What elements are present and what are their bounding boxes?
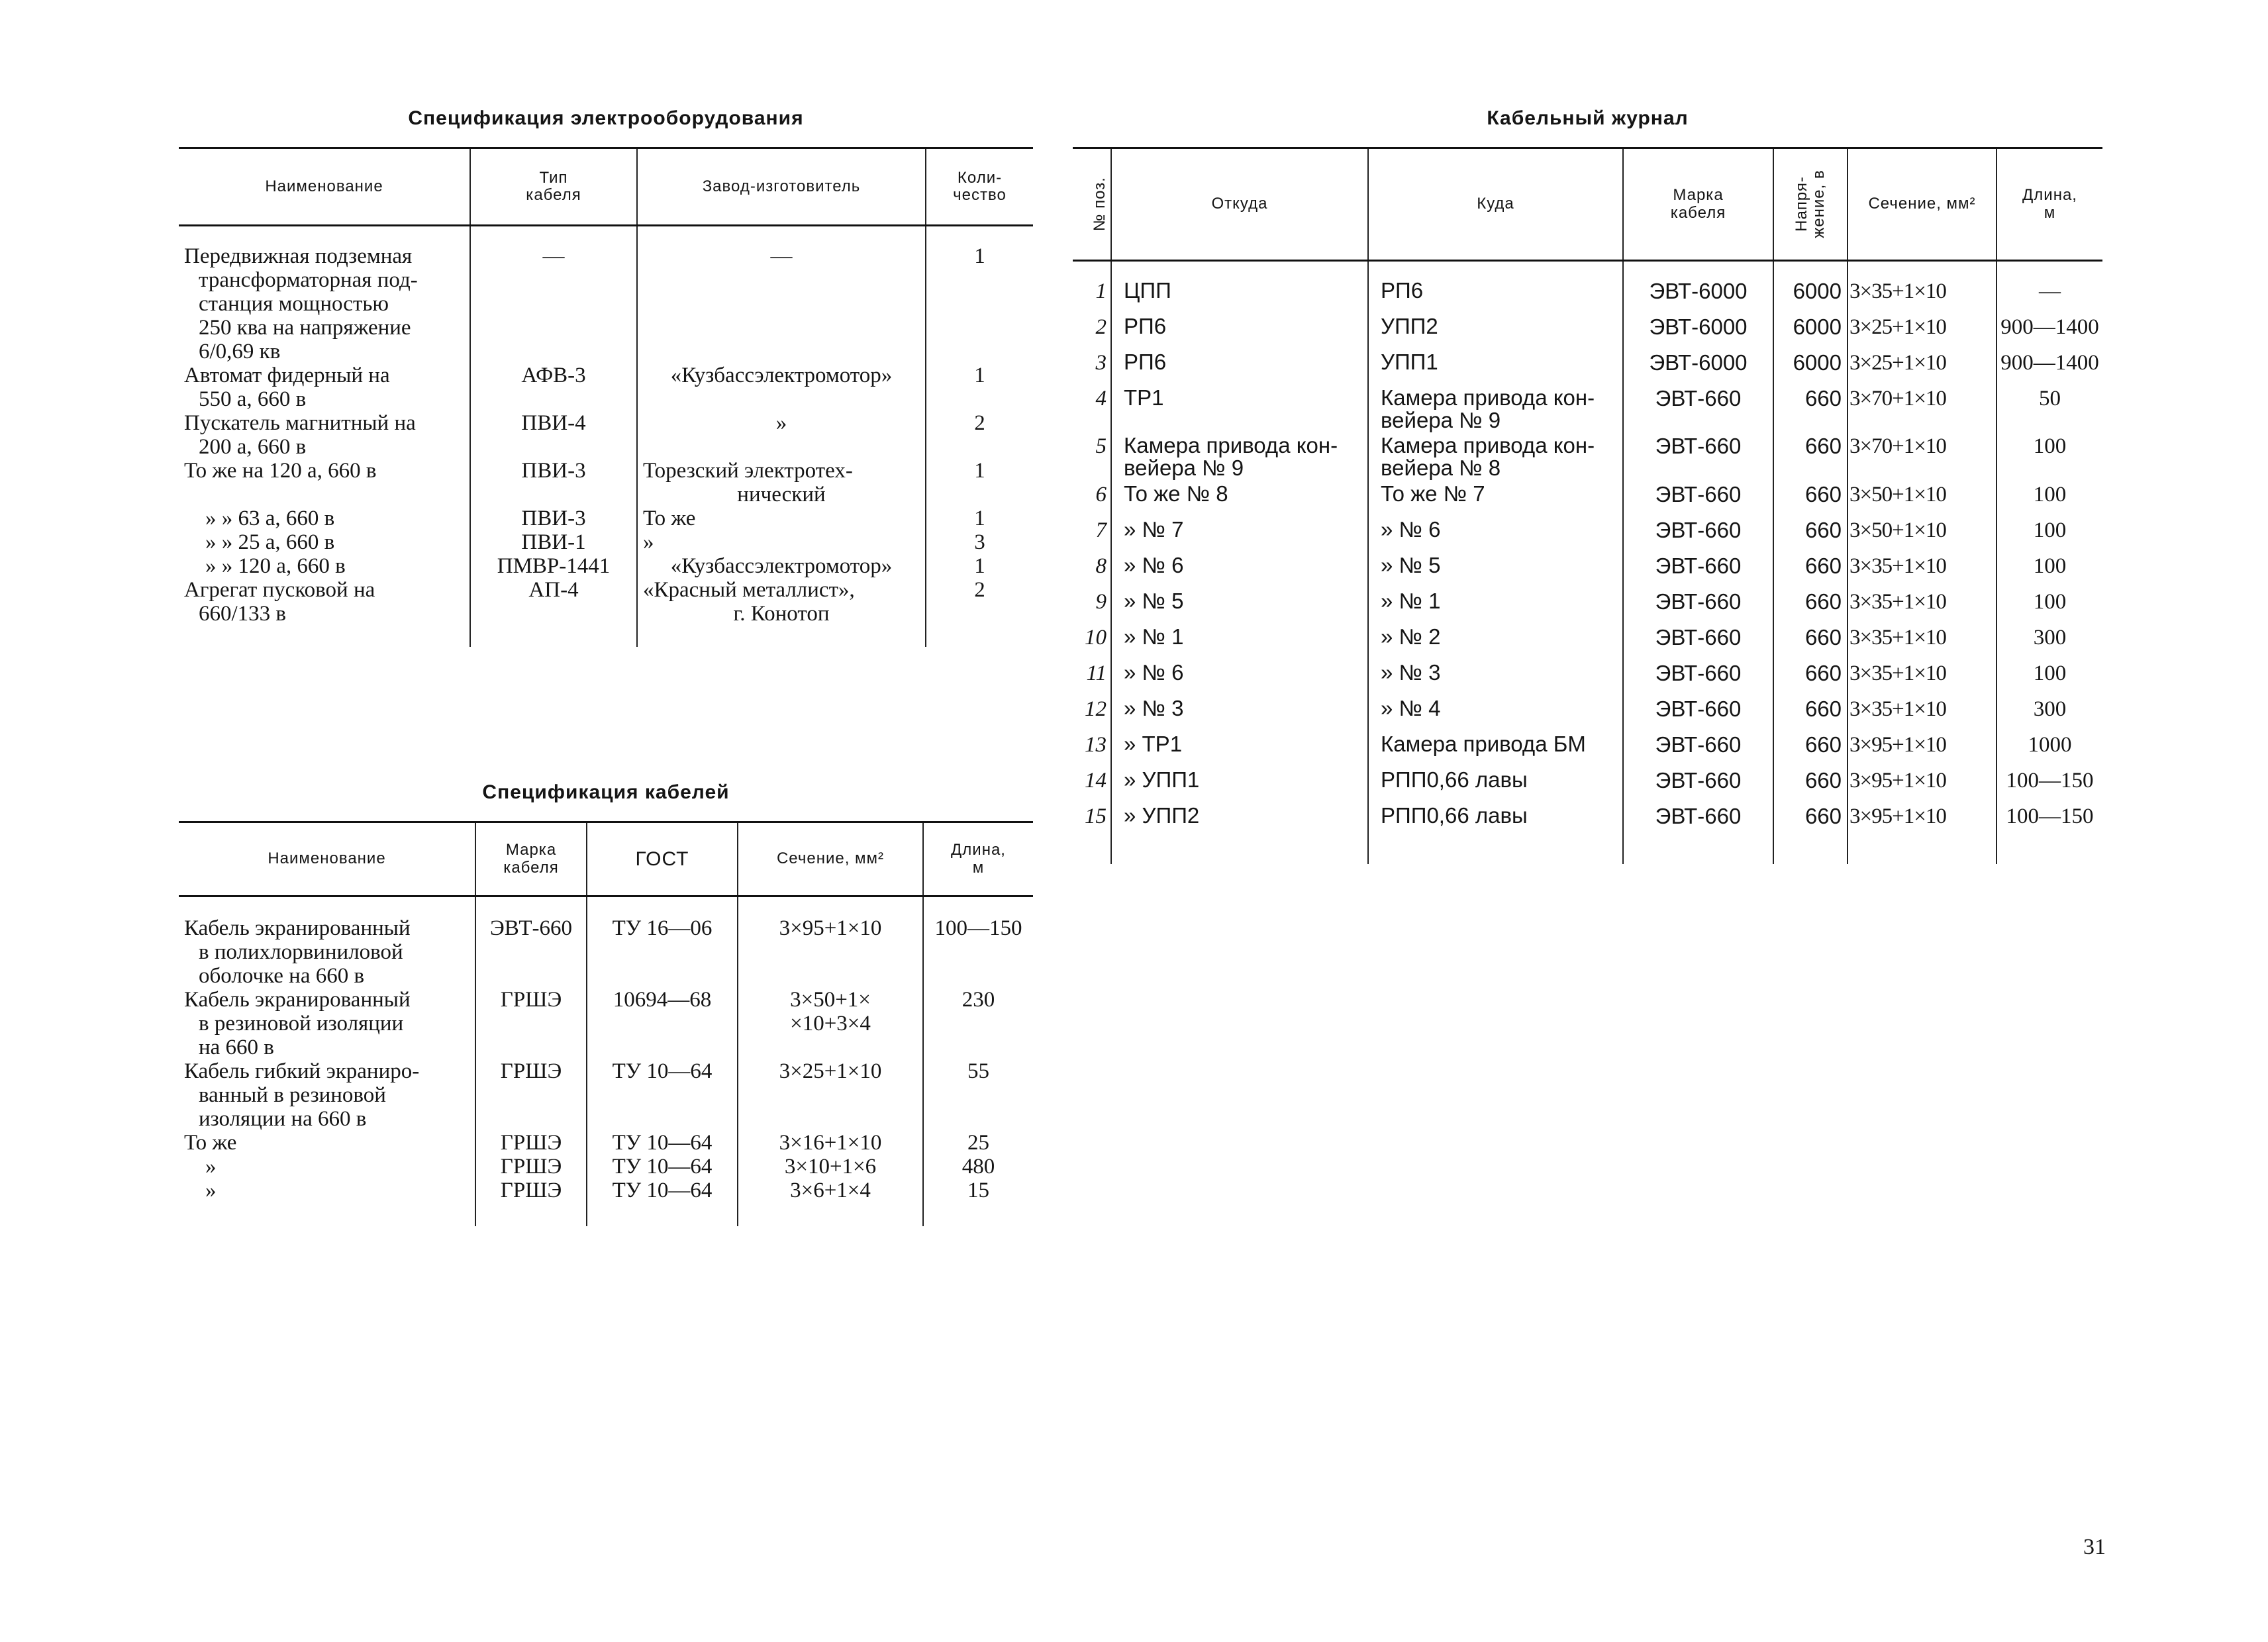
name-line: » [205,1178,217,1202]
table-row [179,988,1033,1059]
column-header-from: Откуда [1111,148,1368,261]
name-line: То же [184,1130,237,1155]
quantity: 1 [974,506,985,530]
to-location: вейера № 8 [1381,456,1501,481]
table-row [1073,387,2102,435]
name-line: Передвижная подземная [184,244,413,268]
section: 3×95+1×10 [1849,769,1946,793]
position-number: 1 [1095,279,1107,303]
name-line: » » 63 а, 660 в [205,506,335,530]
from-location: » № 6 [1124,660,1184,685]
manufacturer: «Красный металлист», [643,577,855,602]
column-header-cable-brand: Марка кабеля [475,822,587,896]
name-line: Кабель гибкий экраниро- [184,1059,420,1083]
name-line: в полихлорвиниловой [199,940,403,964]
table-row [1073,315,2102,351]
column-header-name: Наименование [179,822,475,896]
length: 100 [2033,518,2067,543]
manufacturer: нический [737,482,826,507]
equipment-spec-table [179,147,1033,647]
table-row [1073,804,2102,840]
cable-type: — [542,244,565,268]
quantity: 2 [974,410,985,435]
section: 3×70+1×10 [1849,434,1946,459]
cable-type: ПМВР-1441 [497,554,611,578]
cable-brand: ЭВТ-6000 [1649,278,1748,303]
section: 3×35+1×10 [1849,279,1946,303]
gost: ТУ 10—64 [612,1130,713,1155]
name-line: 250 ква на напряжение [199,315,411,340]
name-line: Пускатель магнитный на [184,410,416,435]
voltage: 660 [1804,554,1842,579]
table-row [1073,769,2102,804]
cable-brand: ЭВТ-660 [1655,385,1742,410]
name-line: на 660 в [199,1035,274,1059]
from-location: » УПП2 [1124,803,1200,828]
from-location: РП6 [1124,313,1167,338]
table-row [179,1059,1033,1131]
section: ×10+3×4 [790,1011,871,1036]
manufacturer: То же [643,506,696,530]
table-row [179,411,1033,459]
position-number: 15 [1085,804,1107,829]
position-number: 11 [1086,661,1107,686]
length: 100 [2033,661,2067,686]
name-line: Кабель экранированный [184,916,411,940]
length: 100—150 [2006,769,2094,793]
position-number: 14 [1085,769,1107,793]
voltage: 6000 [1793,278,1842,303]
table-row [179,1131,1033,1155]
length: 900—1400 [2000,350,2099,375]
gost: 10694—68 [613,987,712,1012]
manufacturer: г. Конотоп [733,601,830,626]
name-line: станция мощностью [199,291,389,316]
table-row [1073,733,2102,769]
name-line: 550 а, 660 в [199,387,307,411]
section: 3×35+1×10 [1849,697,1946,722]
voltage: 660 [1804,385,1842,410]
length: 1000 [2028,733,2072,757]
cable-type: АФВ-3 [521,363,586,387]
cable-brand: ЭВТ-660 [1655,554,1742,579]
length: 300 [2033,626,2067,650]
position-number: 2 [1095,314,1107,339]
from-location: » № 5 [1124,589,1184,614]
name-line: » » 25 а, 660 в [205,530,335,554]
section: 3×70+1×10 [1849,386,1946,410]
equipment-spec-title: Спецификация электрооборудования [408,107,804,129]
to-location: вейера № 9 [1381,407,1501,432]
column-header-section: Сечение, мм² [738,822,923,896]
quantity: 1 [974,244,985,268]
to-location: То же № 7 [1381,481,1485,507]
length: 480 [961,1154,995,1179]
position-number: 4 [1095,386,1107,410]
name-line: » [205,1154,217,1179]
cable-brand: ЭВТ-660 [1655,625,1742,650]
length: 50 [2039,386,2061,410]
table-row [1073,554,2102,590]
table-row [1073,661,2102,697]
table-row [179,578,1033,626]
voltage: 6000 [1793,350,1842,375]
voltage: 6000 [1793,314,1842,339]
voltage: 660 [1804,768,1842,793]
name-line: 200 а, 660 в [199,434,307,459]
position-number: 8 [1095,554,1107,579]
length: 230 [961,987,995,1012]
manufacturer: » [775,410,787,435]
cable-journal-table [1073,147,2102,864]
to-location: » № 5 [1381,553,1441,578]
cable-brand: ГРШЭ [500,1130,562,1155]
table-row [179,1155,1033,1179]
to-location: УПП2 [1381,313,1438,338]
length: 100—150 [2006,804,2094,829]
name-line: То же на 120 а, 660 в [184,458,377,483]
gost: ТУ 10—64 [612,1059,713,1083]
position-number: 5 [1095,434,1107,459]
cable-spec-title: Спецификация кабелей [482,781,730,803]
column-header-position: № поз. [1073,148,1111,261]
from-location: » № 1 [1124,624,1184,650]
section: 3×95+1×10 [1849,733,1946,757]
section: 3×10+1×6 [784,1154,877,1179]
cable-brand: ЭВТ-6000 [1649,314,1748,339]
manufacturer: — [770,244,793,268]
cable-brand: ЭВТ-660 [1655,518,1742,543]
length: 100 [2033,554,2067,579]
name-line: ванный в резиновой [199,1083,386,1107]
table-row [1073,697,2102,733]
column-header-length: Длина, м [1997,148,2102,261]
manufacturer: Торезский электротех- [643,458,853,483]
to-location: » № 2 [1381,624,1441,650]
name-line: Агрегат пусковой на [184,577,375,602]
length: 55 [967,1059,989,1083]
column-header-name: Наименование [179,148,470,226]
table-row [179,1179,1033,1202]
table-row [1073,279,2102,315]
table-row [179,459,1033,507]
to-location: » № 3 [1381,660,1441,685]
name-line: Автомат фидерный на [184,363,390,387]
column-header-cable-type: Тип кабеля [470,148,637,226]
cable-journal-title: Кабельный журнал [1487,107,1689,129]
cable-brand: ЭВТ-660 [1655,768,1742,793]
page-number: 31 [2083,1535,2106,1559]
column-header-length: Длина, м [923,822,1033,896]
cable-brand: ЭВТ-660 [1655,482,1742,507]
voltage: 660 [1804,697,1842,722]
to-location: РПП0,66 лавы [1381,767,1528,793]
quantity: 1 [974,554,985,578]
length: 100 [2033,434,2067,459]
from-location: » ТР1 [1124,732,1183,757]
position-number: 6 [1095,483,1107,507]
table-row [1073,351,2102,387]
section: 3×35+1×10 [1849,590,1946,614]
gost: ТУ 10—64 [612,1178,713,1202]
to-location: » № 1 [1381,589,1441,614]
name-line: Кабель экранированный [184,987,411,1012]
table-row [1073,590,2102,626]
column-header-to: Куда [1368,148,1623,261]
length: 15 [967,1178,989,1202]
name-line: изоляции на 660 в [199,1106,367,1131]
to-location: РПП0,66 лавы [1381,803,1528,828]
manufacturer: «Кузбассэлектромотор» [670,363,893,387]
from-location: РП6 [1124,349,1167,374]
section: 3×50+1×10 [1849,483,1946,507]
voltage: 660 [1804,589,1842,614]
column-header-gost: ГОСТ [587,822,738,896]
name-line: 660/133 в [199,601,286,626]
section: 3×35+1×10 [1849,554,1946,579]
column-header-voltage: Напря- жение, в [1773,148,1848,261]
length: — [2039,279,2061,303]
from-location: » № 7 [1124,517,1184,542]
cable-brand: ЭВТ-660 [1655,697,1742,722]
voltage: 660 [1804,804,1842,829]
to-location: » № 4 [1381,696,1441,721]
table-row [179,916,1033,988]
from-location: Камера привода кон- [1124,433,1338,458]
gost: ТУ 10—64 [612,1154,713,1179]
cable-brand: ЭВТ-660 [1655,589,1742,614]
length: 25 [967,1130,989,1155]
length: 900—1400 [2000,314,2099,339]
column-header-quantity: Коли- чество [926,148,1033,226]
column-header-manufacturer: Завод-изготовитель [637,148,926,226]
section: 3×6+1×4 [790,1178,871,1202]
manufacturer: » [643,530,654,554]
cable-brand: ГРШЭ [500,987,562,1012]
cable-brand: ЭВТ-660 [1655,661,1742,686]
cable-type: АП-4 [528,577,579,602]
to-location: Камера привода кон- [1381,385,1595,410]
voltage: 660 [1804,434,1842,459]
cable-brand: ГРШЭ [500,1059,562,1083]
section: 3×25+1×10 [1849,350,1946,375]
to-location: Камера привода кон- [1381,433,1595,458]
quantity: 3 [974,530,985,554]
name-line: 6/0,69 кв [199,339,281,363]
section: 3×16+1×10 [779,1130,882,1155]
position-number: 10 [1085,626,1107,650]
from-location: ТР1 [1124,385,1164,410]
voltage: 660 [1804,732,1842,757]
to-location: Камера привода БМ [1381,732,1586,757]
table-row [1073,434,2102,483]
cable-type: ПВИ-4 [521,410,586,435]
section: 3×95+1×10 [779,916,882,940]
voltage: 660 [1804,625,1842,650]
table-row [179,244,1033,363]
from-location: То же № 8 [1124,481,1228,507]
from-location: » № 3 [1124,696,1184,721]
column-header-section: Сечение, мм² [1848,148,1997,261]
position-number: 13 [1085,733,1107,757]
position-number: 3 [1095,350,1107,375]
cable-brand: ГРШЭ [500,1178,562,1202]
to-location: » № 6 [1381,517,1441,542]
quantity: 1 [974,458,985,483]
length: 100 [2033,590,2067,614]
table-row [1073,483,2102,518]
position-number: 9 [1095,590,1107,614]
cable-type: ПВИ-1 [521,530,586,554]
position-number: 12 [1085,697,1107,722]
from-location: ЦПП [1124,277,1171,303]
cable-type: ПВИ-3 [521,506,586,530]
from-location: » УПП1 [1124,767,1200,793]
section: 3×50+1× [790,987,871,1012]
position-number: 7 [1095,518,1107,543]
name-line: в резиновой изоляции [199,1011,404,1036]
section: 3×95+1×10 [1849,804,1946,829]
cable-brand: ЭВТ-660 [1655,434,1742,459]
table-row [1073,626,2102,661]
section: 3×25+1×10 [779,1059,882,1083]
voltage: 660 [1804,661,1842,686]
table-row [179,363,1033,411]
manufacturer: «Кузбассэлектромотор» [670,554,893,578]
from-location: вейера № 9 [1124,456,1244,481]
cable-spec-table [179,821,1033,1226]
quantity: 1 [974,363,985,387]
table-row [1073,518,2102,554]
table-row [179,554,1033,578]
cable-brand: ЭВТ-660 [1655,804,1742,829]
name-line: оболочке на 660 в [199,963,365,988]
cable-brand: ЭВТ-660 [489,916,572,940]
name-line: трансформаторная под- [199,267,418,292]
table-row [179,507,1033,530]
to-location: РП6 [1381,277,1424,303]
length: 100—150 [934,916,1022,940]
voltage: 660 [1804,482,1842,507]
table-row [179,530,1033,554]
name-line: » » 120 а, 660 в [205,554,346,578]
voltage: 660 [1804,518,1842,543]
cable-type: ПВИ-3 [521,458,586,483]
cable-brand: ГРШЭ [500,1154,562,1179]
gost: ТУ 16—06 [612,916,713,940]
to-location: УПП1 [1381,349,1438,374]
section: 3×25+1×10 [1849,314,1946,339]
section: 3×50+1×10 [1849,518,1946,543]
length: 100 [2033,483,2067,507]
quantity: 2 [974,577,985,602]
from-location: » № 6 [1124,553,1184,578]
column-header-cable-brand: Марка кабеля [1623,148,1773,261]
cable-brand: ЭВТ-6000 [1649,350,1748,375]
length: 300 [2033,697,2067,722]
cable-brand: ЭВТ-660 [1655,732,1742,757]
section: 3×35+1×10 [1849,626,1946,650]
section: 3×35+1×10 [1849,661,1946,686]
